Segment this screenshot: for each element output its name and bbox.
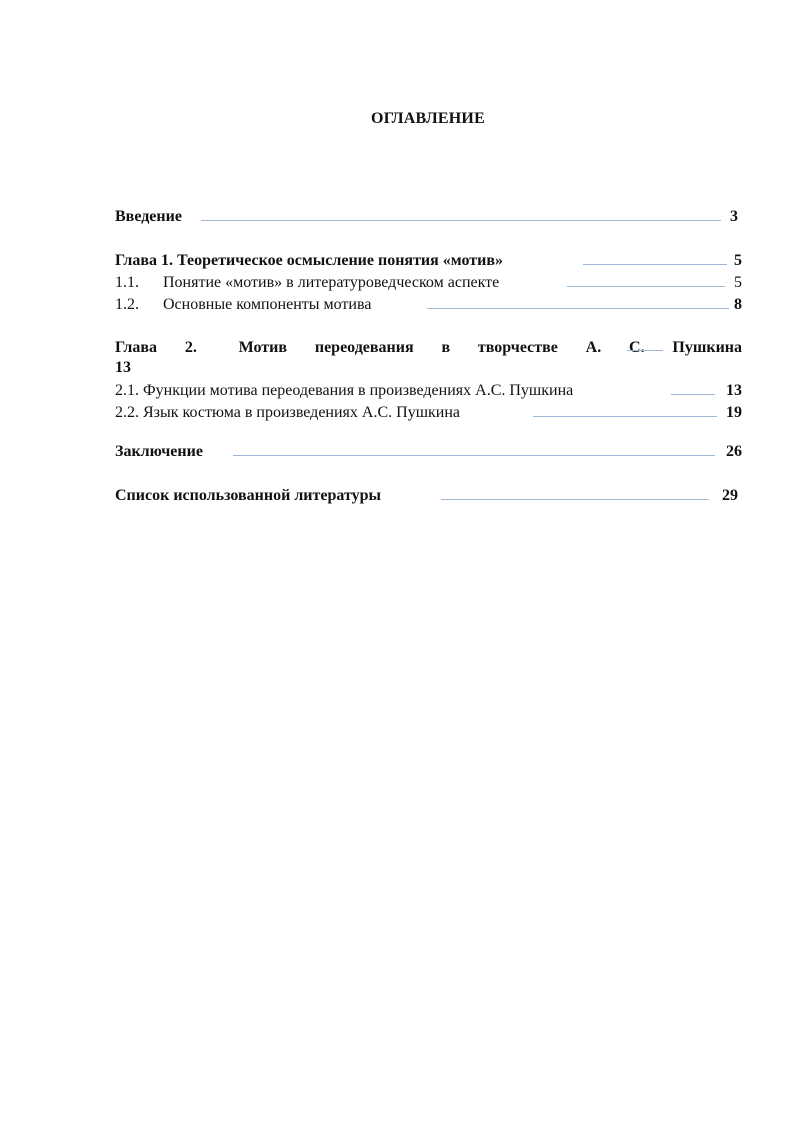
toc-entry-section-1-2[interactable] <box>115 295 742 315</box>
toc-entry-page: 13 <box>115 359 131 376</box>
word: Глава <box>115 339 157 356</box>
chapter-2-title-line <box>115 338 742 358</box>
toc-entry-section-1-1[interactable] <box>115 273 742 293</box>
dot-leader <box>627 350 663 351</box>
dot-leader <box>201 220 721 221</box>
word: Пушкина <box>672 339 742 356</box>
toc-entry-label: Введение <box>115 208 182 225</box>
section-number: 1.1. <box>115 274 139 291</box>
dot-leader <box>441 499 709 500</box>
dot-leader <box>233 455 715 456</box>
toc-entry-label <box>115 273 499 293</box>
dot-leader <box>567 286 725 287</box>
section-title: Основные компоненты мотива <box>163 296 372 313</box>
toc-entry-page: 3 <box>730 208 738 225</box>
section-number: 1.2. <box>115 296 139 313</box>
word: Мотив <box>238 339 288 356</box>
toc-entry-label: 2.2. Язык костюма в произведениях А.С. Пушкина <box>115 404 461 421</box>
toc-entry-page: 8 <box>734 296 742 313</box>
toc-entry-chapter-1[interactable] <box>115 251 742 271</box>
toc-entry-page: 5 <box>734 274 742 291</box>
dot-leader <box>583 264 727 265</box>
word: переодевания <box>314 339 414 356</box>
toc-entry-label: Глава 1. Теоретическое осмысление понятия «мотив» <box>115 252 503 269</box>
toc-entry-section-2-1[interactable] <box>115 381 742 401</box>
toc-entry-page: 29 <box>722 487 738 504</box>
toc-entry-label: Заключение <box>115 443 203 460</box>
dot-leader <box>427 308 729 309</box>
word: творчестве <box>477 339 558 356</box>
toc-entry-intro[interactable] <box>115 207 742 227</box>
toc-entry-label: Список использованной литературы <box>115 487 381 504</box>
dot-leader <box>671 394 715 395</box>
word: 2. <box>184 339 197 356</box>
toc-entry-page: 26 <box>726 443 742 460</box>
toc-entry-page: 19 <box>726 404 742 421</box>
section-title: Понятие «мотив» в литературоведческом аспекте <box>163 274 500 291</box>
word: А. <box>585 339 602 356</box>
toc-entry-label: 2.1. Функции мотива переодевания в произведениях А.С. Пушкина <box>115 382 574 399</box>
word: в <box>441 339 451 356</box>
toc-entry-page: 13 <box>726 382 742 399</box>
word: С. <box>629 339 645 356</box>
toc-entry-conclusion[interactable] <box>115 442 742 462</box>
dot-leader <box>533 416 717 417</box>
toc-entry-section-2-2[interactable] <box>115 403 742 423</box>
toc-title: ОГЛАВЛЕНИЕ <box>371 110 485 127</box>
toc-entry-references[interactable] <box>115 486 742 506</box>
toc-entry-label <box>115 295 371 315</box>
toc-entry-page: 5 <box>734 252 742 269</box>
toc-entry-chapter-2[interactable] <box>115 338 742 378</box>
